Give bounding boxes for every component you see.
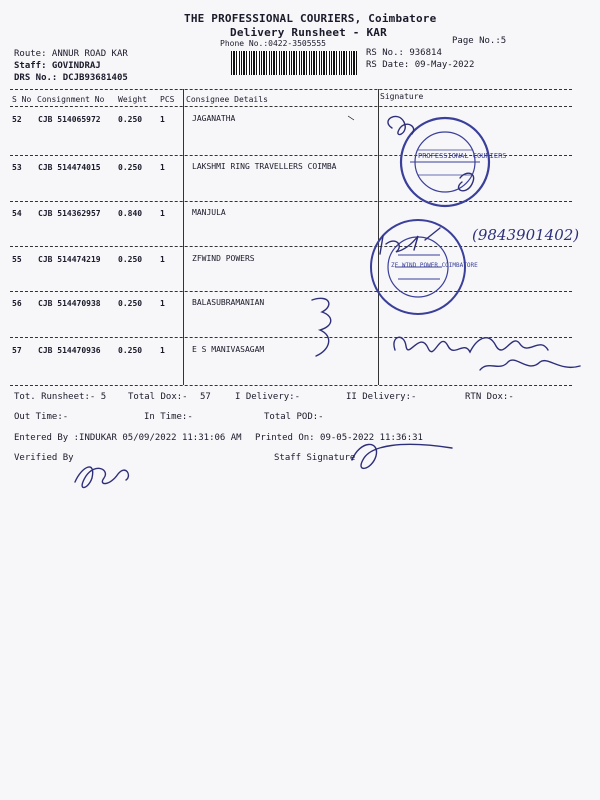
- col-header-weight: Weight: [118, 95, 147, 104]
- row-pcs: 1: [160, 115, 165, 124]
- row-pcs: 1: [160, 209, 165, 218]
- stamp-text-couriers: PROFESSIONAL COURIERS: [418, 152, 507, 160]
- row-weight: 0.250: [118, 346, 143, 355]
- phone-number: Phone No.:0422-3505555: [220, 39, 326, 48]
- signatures: [75, 116, 580, 487]
- col-header-signature: Signature: [380, 92, 424, 101]
- route: Route: ANNUR ROAD KAR: [14, 49, 128, 59]
- staff: Staff: GOVINDRAJ: [14, 61, 101, 71]
- row-sno: 55: [12, 255, 22, 264]
- verified-by: Verified By: [14, 453, 74, 463]
- row-consignee: JAGANATHA: [192, 114, 236, 123]
- col-header-consignment: Consignment No: [37, 95, 105, 104]
- row-consignment: CJB 514470936: [38, 346, 101, 355]
- row-sno: 54: [12, 209, 22, 218]
- row-weight: 0.250: [118, 299, 143, 308]
- row-weight: 0.250: [118, 255, 143, 264]
- staff-signature: Staff Signature: [274, 453, 356, 463]
- col-header-pcs: PCS: [160, 95, 175, 104]
- printed-on: Printed On: 09-05-2022 11:36:31: [255, 433, 423, 443]
- stamp-text-zfwind: ZF WIND POWER COIMBATORE: [391, 262, 478, 269]
- row-weight: 0.840: [118, 209, 143, 218]
- row-sno: 53: [12, 163, 22, 172]
- round-stamp: [401, 118, 489, 206]
- row-consignee: LAKSHMI RING TRAVELLERS COIMBA: [192, 162, 337, 171]
- row-pcs: 1: [160, 163, 165, 172]
- row-sno: 56: [12, 299, 22, 308]
- out-time: Out Time:-: [14, 412, 69, 422]
- total-dox-value: 57: [200, 392, 211, 402]
- row-pcs: 1: [160, 346, 165, 355]
- drs-number: DRS No.: DCJB93681405: [14, 73, 128, 83]
- entered-by: Entered By :INDUKAR 05/09/2022 11:31:06 AM: [14, 433, 242, 443]
- row-consignment: CJB 514470938: [38, 299, 101, 308]
- rs-number: RS No.: 936814: [366, 48, 442, 58]
- page-number: Page No.:5: [452, 36, 507, 46]
- row-weight: 0.250: [118, 115, 143, 124]
- rtn-dox: RTN Dox:-: [465, 392, 514, 402]
- row-pcs: 1: [160, 255, 165, 264]
- tot-runsheet: Tot. Runsheet:- 5: [14, 392, 107, 402]
- total-pod: Total POD:-: [264, 412, 324, 422]
- company-name: THE PROFESSIONAL COURIERS, Coimbatore: [184, 12, 437, 25]
- runsheet-subtitle: Delivery Runsheet - KAR: [230, 26, 387, 39]
- total-dox-label: Total Dox:-: [128, 392, 188, 402]
- row-consignment: CJB 514362957: [38, 209, 101, 218]
- row-consignee: BALASUBRAMANIAN: [192, 298, 265, 307]
- ii-delivery: II Delivery:-: [346, 392, 417, 402]
- row-consignee: ZFWIND POWERS: [192, 254, 255, 263]
- row-consignee: E S MANIVASAGAM: [192, 345, 265, 354]
- i-delivery: I Delivery:-: [235, 392, 301, 402]
- row-sno: 52: [12, 115, 22, 124]
- row-consignment: CJB 514065972: [38, 115, 101, 124]
- rs-date: RS Date: 09-May-2022: [366, 60, 475, 70]
- row-consignment: CJB 514474219: [38, 255, 101, 264]
- col-header-consignee: Consignee Details: [186, 95, 268, 104]
- row-weight: 0.250: [118, 163, 143, 172]
- handwritten-phone: (9843901402): [472, 226, 580, 244]
- row-consignee: MANJULA: [192, 208, 226, 217]
- col-header-sno: S No: [12, 95, 32, 104]
- row-consignment: CJB 514474015: [38, 163, 101, 172]
- row-sno: 57: [12, 346, 22, 355]
- in-time: In Time:-: [144, 412, 193, 422]
- row-pcs: 1: [160, 299, 165, 308]
